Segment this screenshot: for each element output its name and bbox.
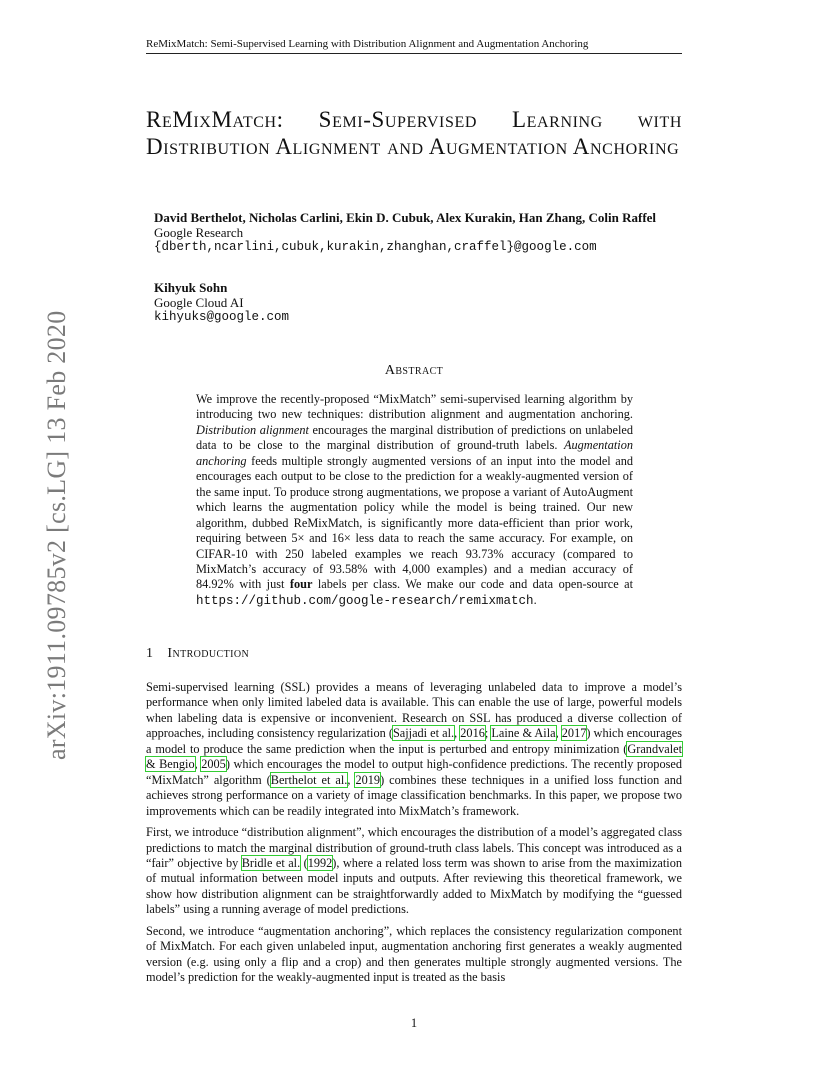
author-block (154, 210, 656, 255)
author-affiliation: Google Research (154, 225, 244, 240)
abstract-sentence-1: We improve the recently-proposed “MixMatch” semi-supervised learning algorithm by introducing two new techniques: distribution alignment and augmentation anchoring. (196, 392, 633, 422)
intro-p1-text-b: ) which encourages a model to produce the same prediction when the input is perturbed and entropy minimization ( (146, 726, 683, 756)
abstract-term-augmentation-anchoring: Augmentation anchoring (196, 438, 633, 468)
intro-p1-text-a: Semi-supervised learning (SSL) provides a means of leveraging unlabeled data to improve a model’s performance when only limited labeled data is available. This can enable the use of large, powerful models when labeling data is expensive or inconvenient. Research on SSL has produced a diverse collection of approaches, including consistency regularization ( (146, 680, 682, 741)
intro-p2-text-b: , where a related loss term was shown to arise from the maximization of mutual information between model inputs and outputs. After reviewing this theoretical framework, we show how distribution alignment can be straightforwardly added to MixMatch by modifying the “guessed labels” using a running average of model predictions. (146, 855, 682, 917)
abstract-heading: Abstract (384, 363, 444, 378)
second-author-name: Kihyuk Sohn (154, 280, 228, 295)
intro-paragraph-2: First, we introduce “distribution alignment”, which encourages the distribution of a model’s aggregated class predictions to match the marginal distribution of ground-truth class labels. This concept was introduced as a “fair” objective by Bridle et al. (1992), where a related loss term was shown to arise from the maximization of mutual information between model inputs and outputs. After reviewing this theoretical framework, we show how distribution alignment can be straightforwardly added to MixMatch by modifying the “guessed labels” using a running average of model predictions. (146, 825, 682, 917)
citation-sajjadi-year[interactable]: 2016 (460, 726, 485, 741)
abstract-term-distribution-alignment: Distribution alignment (196, 422, 309, 437)
section-heading-introduction (146, 646, 249, 662)
abstract-sentence-5: . (533, 592, 537, 607)
paper-title (146, 106, 682, 160)
running-head: ReMixMatch: Semi-Supervised Learning with Distribution Alignment and Augmentation Anchoring (146, 38, 682, 54)
introduction-body (146, 680, 682, 992)
second-author-email: kihyuks@google.com (154, 310, 290, 324)
citation-berthelot[interactable]: Berthelot et al. (270, 772, 348, 787)
intro-paragraph-1: Semi-supervised learning (SSL) provides a means of leveraging unlabeled data to improve a model’s performance when only limited labeled data is available. This can enable the use of large, powerful models when labeling data is expensive or inconvenient. Research on SSL has produced a diverse collection of approaches, including consistency regularization (Sajjadi et al., 2016; Laine & Aila, 2017) which encourages a model to produce the same prediction when the input is perturbed and entropy minimization (Grandvalet & Bengio, 2005) which encourages the model to output high-confidence predictions. The recently proposed “MixMatch” algorithm (Berthelot et al., 2019) combines these techniques in a unified loss function and achieves strong performance on a variety of image classification benchmarks. In this paper, we propose two improvements which can be readily integrated into MixMatch’s framework. (146, 680, 683, 818)
citation-laine-aila[interactable]: Laine & Aila (491, 726, 556, 741)
abstract-sentence-2: encourages the marginal distribution of predictions on unlabeled data to be close to the marginal distribution of ground-truth labels. (196, 422, 633, 453)
abstract-bold-four: four (289, 577, 313, 592)
intro-paragraph-3: Second, we introduce “augmentation anchoring”, which replaces the consistency regularization component of MixMatch. For each given unlabeled input, augmentation anchoring first generates a weakly augmented version (e.g. using only a flip and a crop) and then generates multiple strongly augmented versions. The model’s prediction for the weakly-augmented input is treated as the basis (146, 923, 682, 985)
citation-sajjadi[interactable]: Sajjadi et al. (392, 726, 455, 741)
section-number: 1 (146, 646, 154, 661)
code-url-link[interactable]: https://github.com/google-research/remixmatch (196, 593, 534, 608)
abstract-sentence-3: feeds multiple strongly augmented versions of an input into the model and encourages each output to be close to the prediction for a weakly-augmented version of the same input. To produce strong augmentations, we propose a variant of AutoAugment which learns the augmentation policy while the model is being trained. Our new algorithm, dubbed ReMixMatch, is significantly more data-efficient than prior work, requiring between 5× and 16× less data to reach the same accuracy. For example, on CIFAR-10 with 250 labeled examples we reach 93.73% accuracy (compared to MixMatch’s accuracy of 93.58% with 4,000 examples) and a median accuracy of 84.92% with just (196, 453, 633, 592)
intro-p1-text-d: ) combines these techniques in a unified loss function and achieves strong performance on a variety of image classification benchmarks. In this paper, we propose two improvements which can be readily integrated into MixMatch’s framework. (146, 772, 683, 818)
citation-grandvalet-bengio-year[interactable]: 2005 (201, 757, 226, 772)
intro-p2-text-a: First, we introduce “distribution alignment”, which encourages the distribution of a model’s aggregated class predictions to match the marginal distribution of ground-truth class labels. This concept was introduced as a “fair” objective by (146, 825, 682, 870)
author-names: David Berthelot, Nicholas Carlini, Ekin D. Cubuk, Alex Kurakin, Han Zhang, Colin Raffel (154, 210, 657, 225)
citation-bridle[interactable]: Bridle et al. (241, 855, 301, 870)
intro-p1-text-c: ) which encourages the model to output high-confidence predictions. The recently proposed “MixMatch” algorithm ( (146, 757, 683, 787)
abstract-text (196, 392, 633, 609)
citation-bridle-year[interactable]: 1992 (307, 855, 333, 870)
page-number: 1 (410, 1016, 418, 1030)
arxiv-identifier[interactable]: arXiv:1911.09785v2 [cs.LG] 13 Feb 2020 (42, 310, 71, 760)
author-emails: {dberth,ncarlini,cubuk,kurakin,zhanghan,craffel}@google.com (154, 240, 597, 254)
second-author-block (154, 280, 289, 325)
citation-laine-aila-year[interactable]: 2017 (561, 726, 587, 741)
section-title: Introduction (167, 646, 250, 661)
abstract-sentence-4: labels per class. We make our code and data open-source at (312, 577, 633, 592)
second-author-affiliation: Google Cloud AI (154, 295, 244, 310)
paper-title-text: ReMixMatch: Semi-Supervised Learning with Distribution Alignment and Augmentation Anchoring (146, 107, 683, 159)
citation-berthelot-year[interactable]: 2019 (355, 772, 381, 787)
citation-grandvalet-bengio[interactable]: Grandvalet & Bengio (146, 741, 682, 772)
